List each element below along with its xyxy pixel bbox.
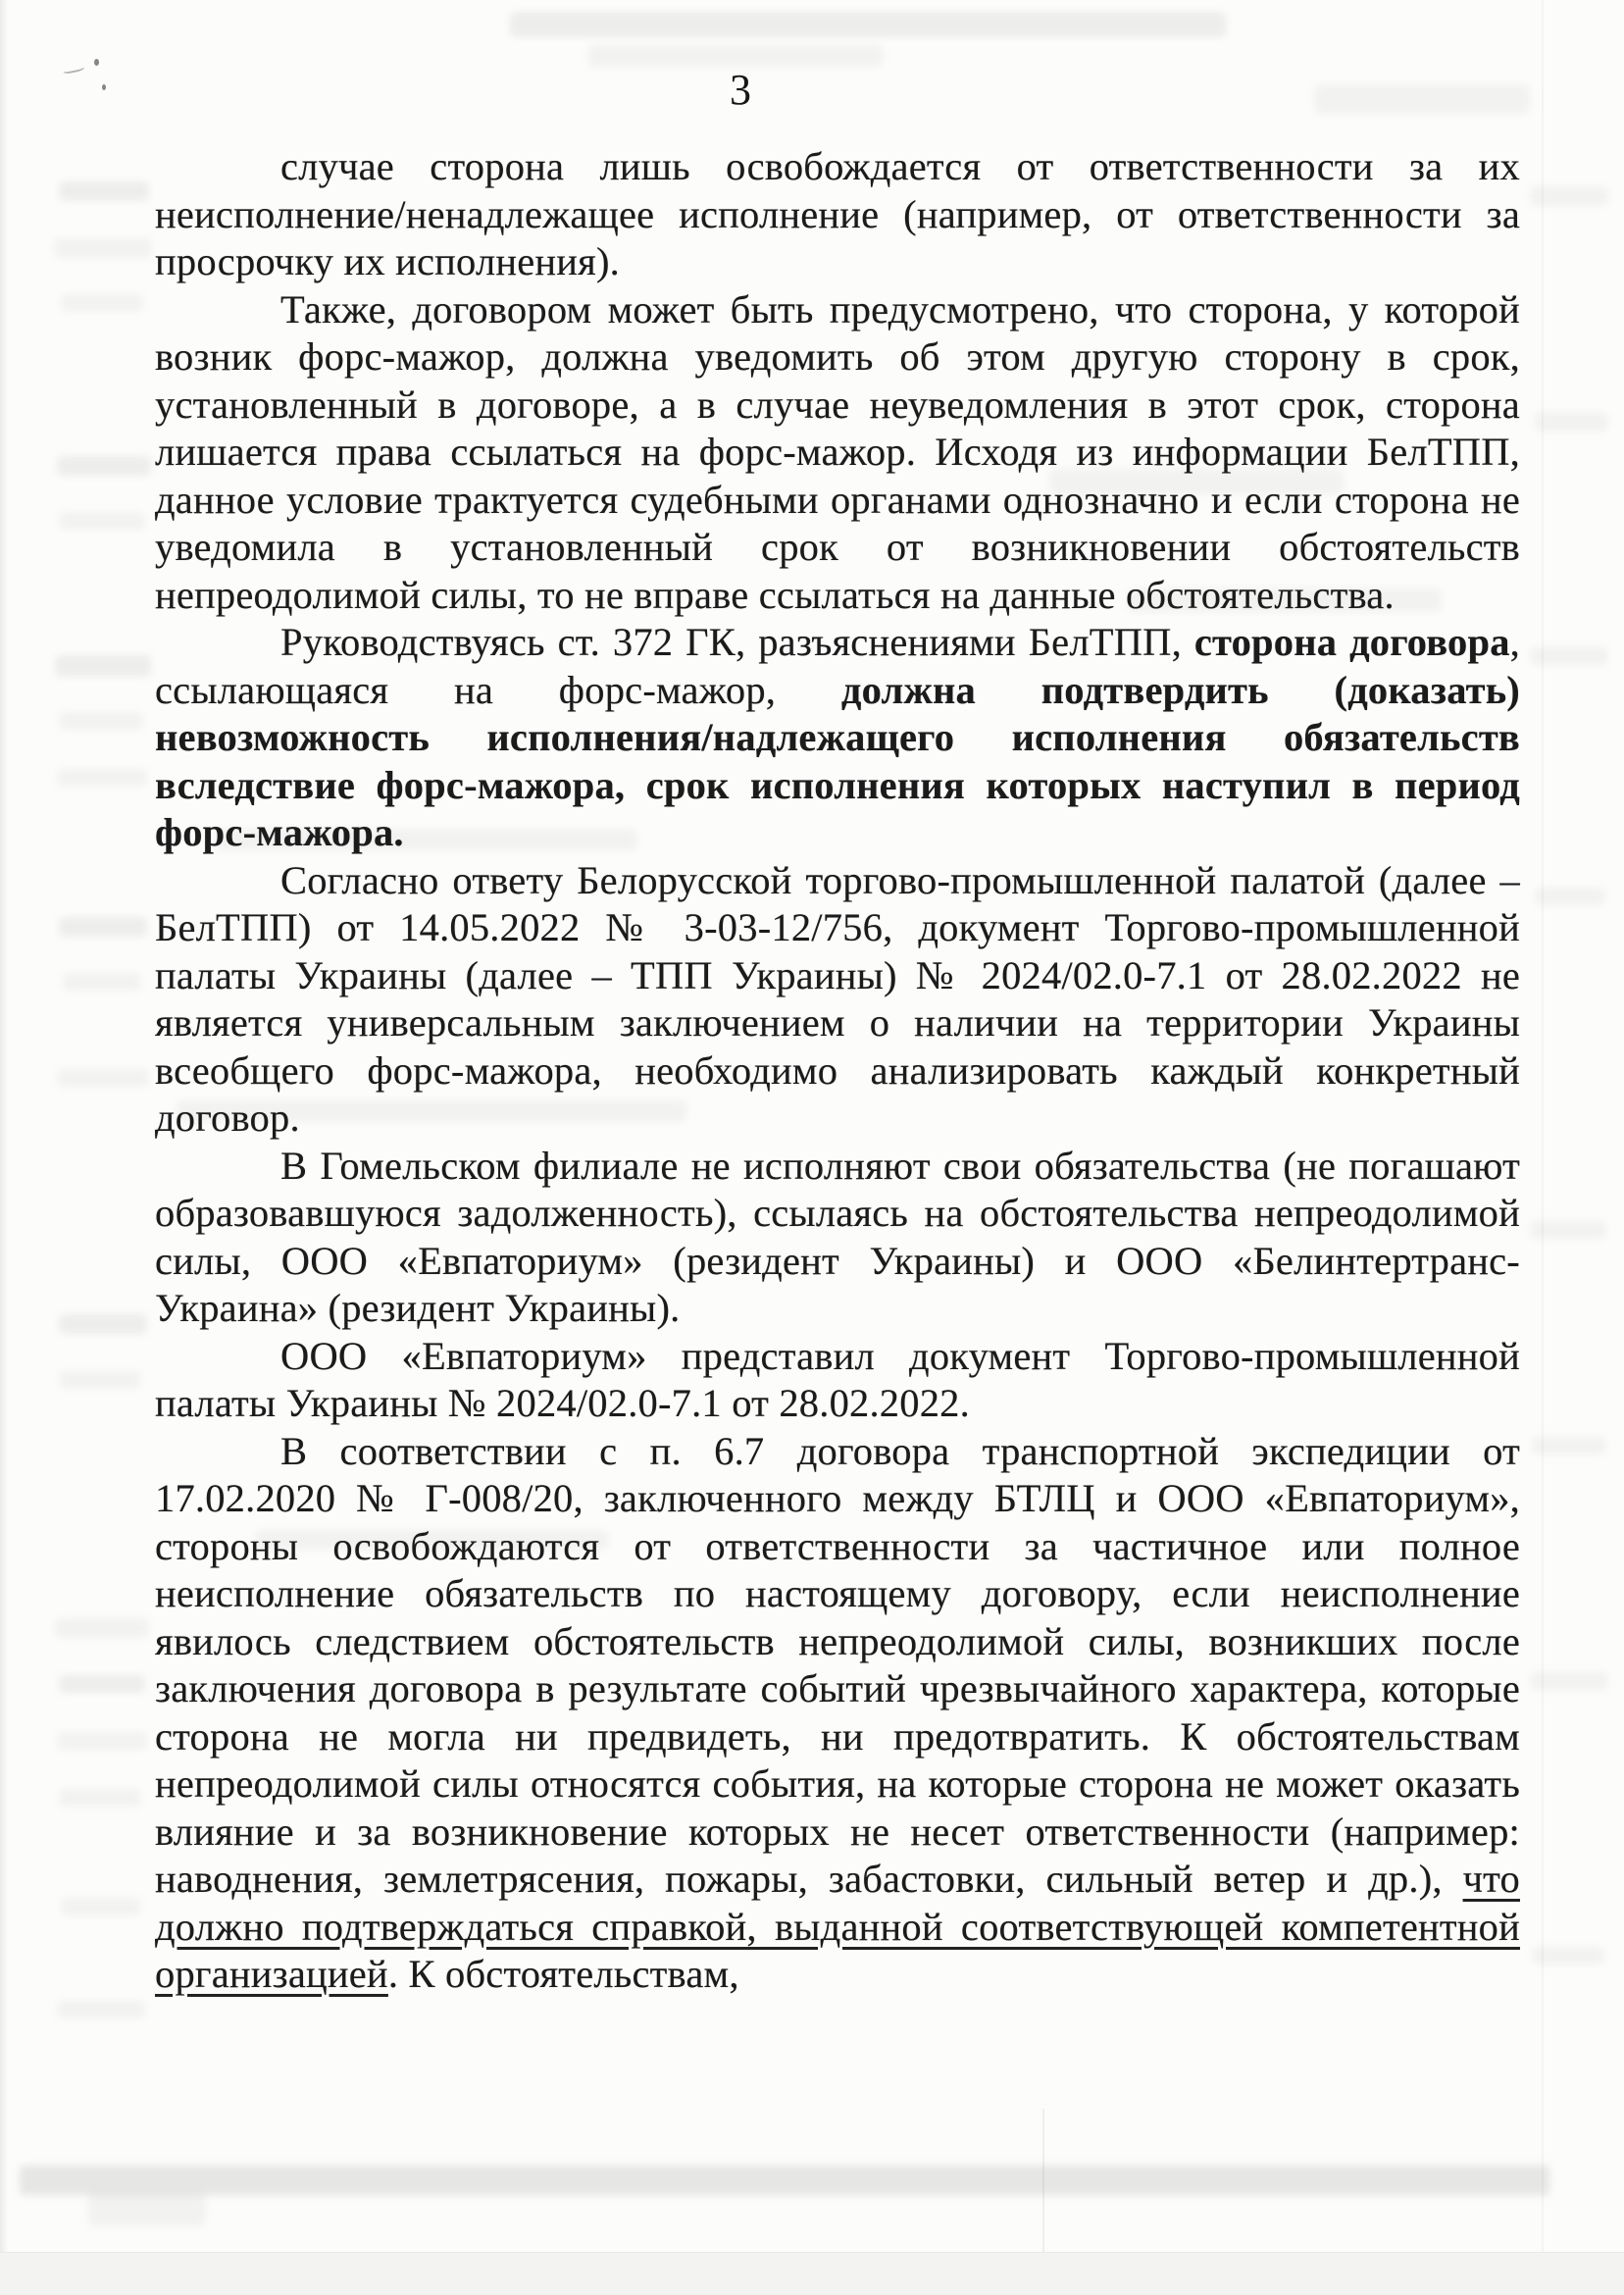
paragraph [155, 1333, 1520, 1428]
scan-artifact [59, 1675, 145, 1693]
text-run: Также, договором может быть предусмотрено, что сторона, у которой возник форс-мажор, должна уведомить об этом другую сторону в срок, установленный в договоре, а в случае неуведомления в этот срок, сторона лишается права ссылаться на форс-мажор. Исходя из информации БелТПП, данное условие трактуется судебными органами однозначно и если сторона не уведомила в установленный срок от возникновении обстоятельств непреодолимой силы, то не вправе ссылаться на данные обстоятельства. [155, 286, 1520, 617]
scan-bottom-band [0, 2252, 1624, 2295]
text-run: , ссылающаяся на форс-мажор, [155, 620, 1520, 712]
scan-artifact [57, 1069, 149, 1087]
scan-artifact [57, 456, 151, 476]
text-run: Согласно ответу Белорусской торгово-промышленной палатой (далее – БелТПП) от 14.05.2022 № 3-03-12/756, документ Торгово-промышленной палаты Украины (далее – ТПП Украины) № 2024/02.0-7.1 от 28.02.2022 не является универсальным заключением о наличии на территории Украины всеобщего форс-мажора, необходимо анализировать каждый конкретный договор. [155, 857, 1520, 1140]
scan-artifact [59, 712, 143, 730]
text-run: . К обстоятельствам, [387, 1952, 739, 1996]
paragraph [155, 857, 1520, 1143]
pen-mark [102, 84, 106, 90]
scan-artifact [59, 1789, 141, 1807]
scan-artifact [59, 512, 145, 530]
scan-artifact [61, 1898, 141, 1915]
scan-artifact [59, 181, 149, 201]
text-run: Руководствуясь ст. 372 ГК, разъяснениями БелТПП, [280, 620, 1194, 664]
paragraph [155, 619, 1520, 857]
scan-artifact [59, 917, 147, 937]
bold-run: должна подтвердить (доказать) невозможность исполнения/надлежащего исполнения обязательств вследствие форс-мажора, срок исполнения которых наступил в период форс-мажора. [155, 667, 1520, 854]
paragraph [155, 1143, 1520, 1333]
scan-artifact [55, 655, 151, 677]
paragraph [155, 286, 1520, 620]
scan-edge-shadow [0, 0, 8, 2294]
scan-artifact [63, 973, 141, 991]
scan-artifact [88, 2193, 206, 2226]
scan-artifact [59, 1314, 147, 1334]
scan-artifact [20, 2166, 1549, 2195]
scan-artifact [57, 769, 147, 787]
text-run: случае сторона лишь освобождается от ответственности за их неисполнение/ненадлежащее исполнение (например, от ответственности за просрочку их исполнения). [155, 144, 1520, 283]
scan-artifact [588, 45, 883, 67]
scan-artifact [59, 1371, 141, 1389]
paragraph [155, 143, 1520, 286]
scan-artifact [1535, 412, 1608, 432]
scan-artifact [54, 238, 152, 258]
text-run: ООО «Евпаториум» представил документ Торгово-промышленной палаты Украины № 2024/02.0-7.1 от 28.02.2022. [155, 1333, 1520, 1425]
paragraph [155, 1428, 1520, 1999]
text-run: В соответствии с п. 6.7 договора транспортной экспедиции от 17.02.2020 № Г-008/20, заключенного между БТЛЦ и ООО «Евпаториум», стороны освобождаются от ответственности за частичное или полное неисполнение обязательств по настоящему договору, если неисполнение явилось следствием обстоятельств непреодолимой силы, возникших после заключения договора в результате событий чрезвычайного характера, которые сторона не могла ни предвидеть, ни предотвратить. К обстоятельствам непреодолимой силы относятся события, на которые сторона не может оказать влияние и за возникновение которых не несет ответственности (например: наводнения, землетрясения, пожары, забастовки, сильный ветер и др.), [155, 1428, 1520, 1901]
pen-mark [62, 63, 84, 75]
scan-artifact [61, 294, 143, 312]
scan-artifact [57, 2001, 145, 2018]
scan-artifact [55, 1618, 149, 1638]
text-run: В Гомельском филиале не исполняют свои обязательства (не погашают образовавшуюся задолженность), ссылаясь на обстоятельства непреодолимой силы, ООО «Евпаториум» (резидент Украины) и ООО «Белинтертранс-Украина» (резидент Украины). [155, 1143, 1520, 1330]
scan-artifact [57, 1732, 147, 1750]
scan-artifact [1535, 888, 1605, 905]
scan-fold-line [1542, 0, 1544, 2294]
bold-run: сторона договора [1193, 620, 1510, 664]
document-text-body [155, 143, 1520, 1999]
page-number: 3 [730, 66, 751, 114]
scan-artifact [1314, 84, 1530, 114]
scan-artifact [510, 12, 1226, 37]
pen-mark [94, 59, 99, 66]
underlined-run: что должно подтверждаться справкой, выданной соответствующей компетентной организацией [155, 1857, 1520, 1996]
